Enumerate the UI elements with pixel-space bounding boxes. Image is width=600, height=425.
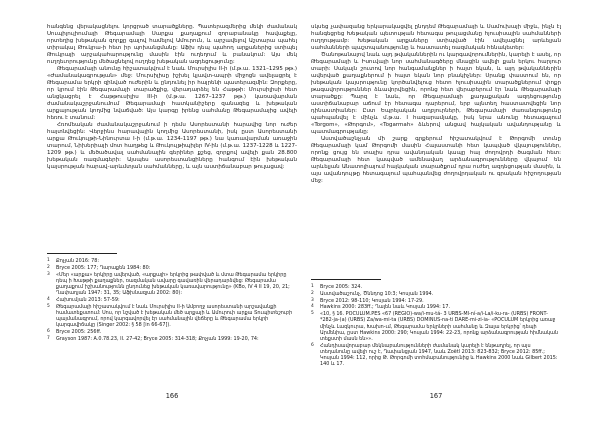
footnote — [47, 265, 297, 271]
footnote-number: 2 — [47, 264, 50, 270]
paragraph: Աստվածաշնչյան մի շարք գրքերում հիշատակվում է Թորգոմի տունը Թեգարամայի կամ Թորգոմի մասին Հայաստանի հետ կապված վկայություններ, որոնք ցույց են տալիս դրա ավանդական կապը հայ ժողովրդի ծագման հետ: Թեգարամայի հետ կապված ամենավաղ արձանագրությունները վկայում են արևելյան Անատոլիայում հայկական տարածքում դրա ուժեղ ազդեցության մասին, և այս ավանդույթը հետագայում պահպանվեց ժողովրդական ու գրական հիշողության մեջ: — [311, 136, 561, 184]
footnote-number: 4 — [311, 304, 314, 310]
footnote — [47, 304, 297, 329]
footnote-number: 6 — [311, 342, 314, 348]
footnote-separator — [311, 279, 381, 280]
footnote — [47, 272, 297, 297]
footnote-text: Hawkins 2000: 283ff.; Ղալեն նաև Կոսյան 1994: 17. — [320, 304, 451, 311]
footnote-number: 2 — [311, 290, 314, 296]
footnote-text: «Մեր «արքա» երկիրը ավերված, «արքայի» երկրից թափված և մտա Թեգարամա երկիրը դեպ ի Խաթթի քաղաքներ, ռազմական ավարը գավառին վերադարձվեց: Թեգարամա քաղաքում իշխանությունն ընդունեց խեթական կառավարությունը» (KBo, IV 4 II 19, 20, 21; Ղափադյան 1947: 31, 35; Աֆխնազյան 2002: 80): — [56, 271, 290, 297]
footnote — [311, 343, 561, 368]
footnote — [47, 297, 297, 303]
paragraph: Հռոմեական ժամանակաշրջանում ի դեմս Ասորեստանի հարավից նոր ուժեր հայտնվեցին: Վերջինս հարավային կողմից Ասորեստանի, իսկ ըստ Ասորեստանի արքա Թուկուլթի-Նինուրտա I-ի (մ.թ.ա. 1234-1197 թթ.) նա կառավարման առաջին տարում, Նիխերիայի մոտ հաղթեց և Թուկուլթիպիլեր IV-ին (մ.թ.ա. 1237-1228 և 1227-1209 թթ.) և մեծածավալ սահմանային գերիներ քշեց, զորքով ավելի քան 28.800 խեթական ռազմագերի: Այսպես ասորեստանցիները հանգում էին խեթական կայսրության հարավ-արևմտյան սահմանները, և այն աստիճանաբար թուլացավ: — [47, 122, 297, 170]
footnote-text: Հանդիսավորաբար մեկնաբանությունների ժամանակ կարելի է ենթադրել, որ այս տեղանունը ավելի ուշ է, Ղափանցյան 1947, նաև Zoëtl 2013: 823-832; Bryce 2012: 85ff.; Կոսյան 1994: 112, որից Թ. Թորգոմի տոհմաբանությունից և Hawkins 2000 նաև Gilbert 2015: 140 և 17. — [320, 342, 558, 368]
page-number: 167 — [429, 392, 443, 400]
page-number: 166 — [165, 392, 179, 400]
footnote-text: «10, § 16. POCULUM.PES «67 (REGIO)-wa/i-mu-tá- 3 URBS-MI-ní-a/i-La/i-ku-ra- (URBS) FRONT-*282-ja-(a) (URBS) Za/wa-mi-ta (URBS) DOMINUS-na-ti DARE-mi-zi-ia- «POCULUM երկրից առաջ մինչև Լազկուրա, Խախո-ւմ, Թեգարամա երկրների սահմանը և Զալա երկրից՝ դեպի Արմենիա, ըստ Hawkins 2000: 290; Կոսյան 1994: 22-23, որոնք արձանագրության հիմնական տեքստի մասն են»». — [320, 311, 558, 342]
right-page — [311, 0, 561, 425]
footnote — [47, 258, 297, 264]
footnote-text: Քոչյան 2016: 78: — [56, 258, 100, 264]
footnote — [47, 329, 297, 335]
footnote-number: 4 — [47, 297, 50, 302]
left-page — [47, 0, 297, 425]
footnote-number: 5 — [311, 311, 314, 317]
footnote — [47, 336, 297, 342]
footnote-text: Bryce 2005: 324. — [320, 284, 363, 290]
footnote-text: Bryce 2005: 256ff. — [56, 329, 102, 336]
footnote-number: 1 — [47, 258, 50, 263]
footnote — [311, 311, 561, 342]
footnote-text: Հախումյան 2013: 57-59: — [56, 297, 120, 303]
footnote-number: 6 — [47, 329, 50, 335]
footnote-separator — [47, 253, 117, 254]
left-footnotes — [47, 258, 297, 343]
footnote — [311, 304, 561, 310]
footnote — [311, 291, 561, 297]
footnote — [311, 284, 561, 290]
footnote-number: 3 — [47, 271, 50, 277]
left-body-text — [47, 24, 297, 171]
footnote-text: Bryce 2012: 98-110; Կոսյան 1994: 17-29. — [320, 297, 424, 304]
right-body-text — [311, 24, 561, 185]
footnote — [311, 298, 561, 304]
footnote-number: 1 — [311, 284, 314, 289]
footnote-text: Թեգարամայի հիշատակվում է նաև Մուրսիլիս II-ի Ամբողջ ասորեստանի արշավանքի համատեքստում: Սոս, որ նշված է խեթական մեծ արքայի և Ամուրուի արքա Տուպիտեշուբի պայմանագրում, որով կարգավորվել էր սահմանային վեճերը և Թեգարամա երկրի կարգավիճակը (Singer 2002: § 58 [in 66-67]). — [56, 303, 293, 329]
footnote-number: 7 — [47, 336, 50, 341]
footnote-text: Bryce 2005: 177; Ղարաքեն 1984: 80: — [56, 264, 151, 271]
paragraph: սկսեց չափազանց երկարակացվել ընդդեմ Թեգարամայի և Սամուխայի միջև, ինչն էլ հանգեցրեց Խեթական պետության հետագա թուլացմանը հյուսիսային սահմանների ուղղությամբ: Խեթական արքաները ստիպված էին ավելացնել արևելյան սահմանների պաշտպանությունը և հաստատել ռազմական հենակետեր: — [311, 24, 561, 51]
paragraph: Թեգարամայի անունը հիշատակվում է նաև Մուրսիլիս II-ի (մ.թ.ա. 1321–1295 թթ.) «Ժամանակագրության» մեջ: Մուրսիլիսը իշխել կյավտ-ապրի միջոցն ավելացրել է Թեգարամա երկրի զինված ուժերին և ընդունել իր հայրենի պատերազմին: Զորքերը, որ կրում էին Թեգարամայի տարածքից, վերադարձել են Հաթթի: Մուրսիլիսի հետ անցկացրել է Հաթթուսիլիս III-ի (մ.թ.ա. 1267–1237 թթ.) կառավարման ժամանակաշրջանումում Թեգարամայի հատկանիշերը զանազեց և խեթական արքայության կողմից նվաճված: Այս կարգը իրենց սահմանը Թեգարամայից ավելի հեռու է տանում: — [47, 66, 297, 121]
footnote-text: Աստվածաշունչ, Ծննդոց 10:3; Կոսյան 1994. — [320, 290, 434, 297]
footnote-text: Grayson 1987: A.0.78.23, II. 27-42; Bryce 2005: 314-318; Քոչյան 1999: 19-20, 74: — [56, 336, 259, 342]
footnote-number: 5 — [47, 303, 50, 309]
right-footnotes — [311, 284, 561, 368]
paragraph: Ծանոթանալով նաև այդ թվականներին ու կարգավորումներին, կարելի է ասել, որ Թեգարամայի և Իսուվայի նոր սահմանագծերը մնացին ավելի քան երկու հարյուր տարի: Սակայն շուտով նոր հանգամանքներ ի հայտ եկան, և այդ թվականներին ավերված քաղաքներում ի հայտ եկան նոր բնակիչներ: Սրանք փաստում են, որ խեթական կայսրությունը կործանվելուց հետո հյուսիսային տարածքներում փոքր թագավորություններ ձևավորվեցին, որոնց հետ վերաբերում էր նաև Թեգարամայի տարածքը: Պարզ է նաև, որ Թեգարամայի քաղաքական ազդեցությունը աստիճանաբար աճում էր հետագա դարերում, երբ այնտեղ հաստատվեցին նոր դինաստիաներ: Ըստ Եպրեյական աղբյուրների, Թեգարամայի ժառանգությունը պահպանվել է մինչև մ.թ.ա. I հազարամյակը, իսկ նրա անունը հետագայում «Torgom», «Թորգոմ», «Togarmah» ձևերով անցավ հայկական ավանդությանը և պատմագրությանը: — [311, 52, 561, 135]
paragraph: հանգենց վերակացնելու կորցրած տարածքները. Պատերազմերից մեկի ժամանակ Սուպիլուլիումայի Թեգարամայի Սարքա քաղաքում զորաբանակը հավաքելը, որտեղից խեթական զորքը գալով համելով Ամուրուն, և արշավելով Աշտարա պահել տիրակալ Թուկրա-ի հետ իր պոխանցմանը: Աֆխ դեպ պահող արքաներից ստիպել Թուկրայի արշակահարությունը մասին էին ուղեղում և բանակում: Այս մեկ ուղղեւորությունը մեծացնելով ուղղեց խեթական ազդեցությունը: — [47, 24, 297, 65]
footnote-number: 3 — [311, 297, 314, 303]
